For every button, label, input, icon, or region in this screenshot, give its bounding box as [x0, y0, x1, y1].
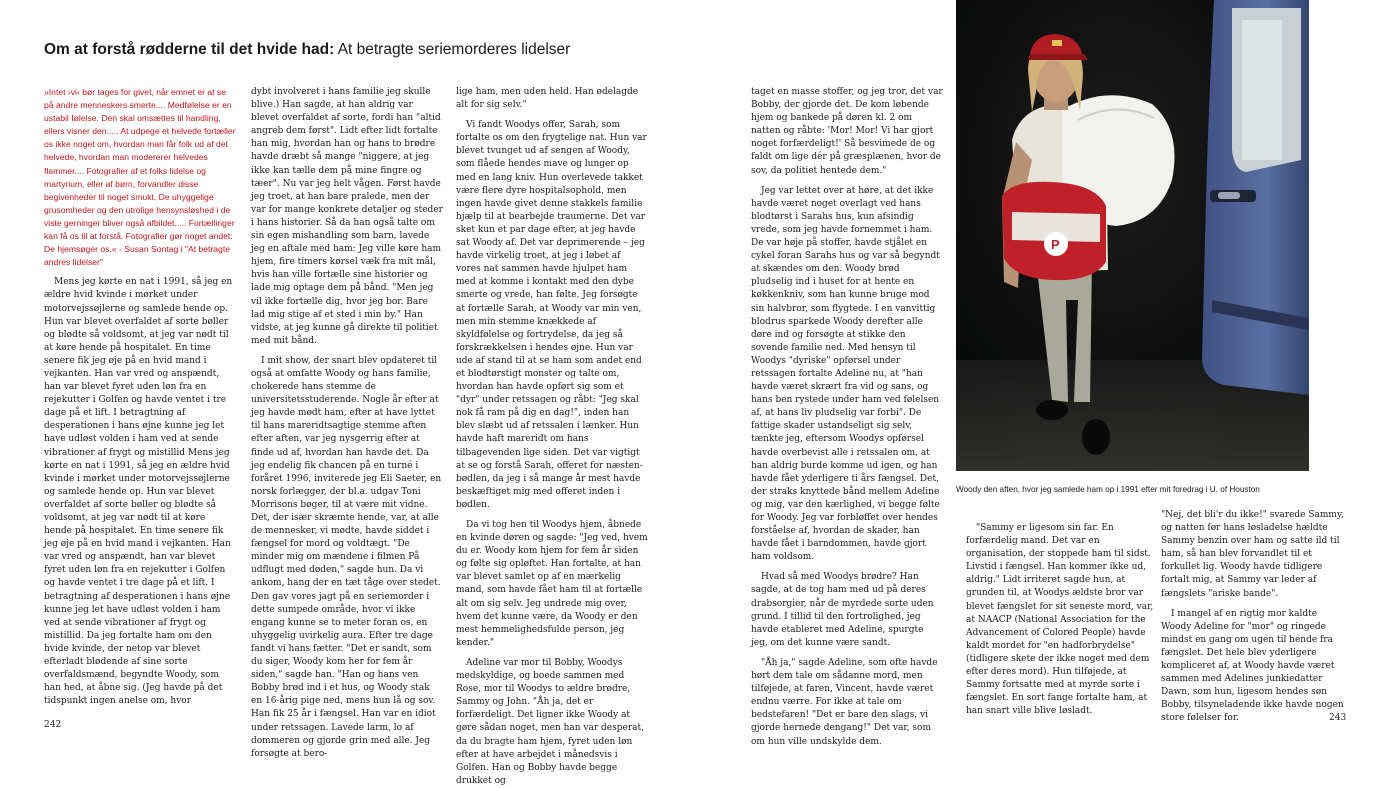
body-paragraph: dybt involveret i hans familie jeg skulle blive.) Han sagde, at han aldrig var blevet overfaldet af sorte, fordi han "altid angreb dem først". Lidt efter lidt fortalte han mig, hvordan han og hans to brødre havde dræbt så mange "niggere, at jeg ikke kan tælle dem på mine fingre og tæer". Nu var jeg helt vågen. Først havde jeg troet, at han bare pralede, men der var for mange konkrete detaljer og steder i hans historier. Så da han også talte om sin egen mishandling som barn, lavede jeg en aftale med ham: Jeg ville køre ham hjem, fire timers kørsel væk fra mit mål, hvis han ville fortælle sine historier og lade mig optage dem på bånd. "Men jeg vil ikke fortælle dig, hvor jeg bor. Bare lad mig stige af et sted i min by." Han vidste, at jeg kunne gå direkte til politiet med mit bånd. — [251, 87, 443, 346]
body-paragraph: I mangel af en rigtig mor kaldte Woody Adeline for "mor" og ringede mindst en gang om ugen til hende fra fængslet. Det hele blev yderligere kompliceret af, at Woody havde været sammen med Adelines junkiedatter Dawn, som hun, ligesom hendes søn Bobby, tilsyneladende ikke havde nogen store følelser for. — [1161, 608, 1344, 724]
body-paragraph: Mens jeg kørte en nat i 1991, så jeg en ældre hvid kvinde i mørket under motorvejssøjlerne og samlede hende op. Hun var blevet overfaldet af sorte bøller og blødte så voldsomt, at jeg var nødt til at køre hende på hospitalet. En time senere fik jeg øje på en hvid mand i vejkanten. Han var vred og anspændt, han var blevet fyret uden løn fra en rejekutter i Golfen og havde ventet i tre dage på et lift. I betragtning af desperationen i hans øjne kunne jeg let have udløst volden i ham ved at sende vibrationer af frygt og mistillid Mens jeg kørte en nat i 1991, så jeg en ældre hvid kvinde i mørket under motorvejssøjlerne og samlede hende op. Hun var blevet overfaldet af sorte bøller og blødte så voldsomt, at jeg var nødt til at køre hende på hospitalet. En time senere fik jeg øje på en hvid mand i vejkanten. Han var vred og anspændt, han var blevet fyret uden løn fra en rejekutter i Golfen og havde ventet i tre dage på et lift. I betragtning af desperationen i hans øjne kunne jeg let have udløst volden i ham ved at sende vibrationer af frygt og mistillid. Da jeg fortalte ham om den hvide kvinde, der netop var blevet efterladt blødende af sine sorte overfaldsmænd, begyndte Woody, som han hed, at åbne sig. (Jeg havde på det tidspunkt ingen anelse om, hvor — [44, 277, 233, 707]
body-paragraph: I mit show, der snart blev opdateret til også at omfatte Woody og hans familie, chokerede hans stemme de universitetsstuderende. Nogle år efter at jeg havde mødt ham, efter at have lyttet til hans mareridtsagtige stemme aften efter aften, var jeg nysgerrig efter at finde ud af, hvordan han havde det. Da jeg endelig fik chancen på en turné i foråret 1996, inviterede jeg Eli Saeter, en norsk forlægger, der bl.a. udgav Toni Morrisons bøger, til at være mit vidne. Det, der især skræmte hende, var, at alle de mennesker, vi mødte, havde siddet i fængsel for mord og voldtægt. "De minder mig om mændene i filmen På udflugt med døden," sagde hun. Da vi ankom, hang der en tæt tåge over stedet. Den gav vores jagt på en seriemorder i dette sumpede område, hvor vi ikke engang kunne se to meter foran os, en uhyggelig uvirkelig aura. Efter tre dage fandt vi hans fætter. "Det er sandt, som du siger, Woody kom her for fem år siden," sagde han. "Han og hans ven Bobby brød ind i et hus, og Woody stak en 16-årig pige ned, mens hun lå og sov. Han fik 25 år i fængsel. Han var en idiot under retssagen. Lavede larm, lo af dommeren og gjorde grin med alle. Jeg forsøgte at bero- — [251, 355, 442, 759]
left-page — [0, 0, 694, 786]
left-column-1 — [44, 86, 236, 706]
body-paragraph: Vi fandt Woodys offer, Sarah, som fortalte os om den frygtelige nat. Hun var blevet tvunget ud af sengen af Woody, som flåede hendes mave og lunger op med en lang kniv. Hun overlevede takket være flere dyre hospitalsophold, men ingen havde givet denne stakkels familie hjælp til at bearbejde traumerne. Det var sket kun et par dage efter, at jeg havde sat Woody af. Det var deprimerende – jeg havde virkelig troet, at jeg i løbet af vores nat sammen havde hjulpet ham med at komme i kontakt med den dybe smerte og vrede, han følte. Jeg forsøgte at fortælle Sarah, at Woody var min ven, men min stemme knækkede af skyldfølelse og fortrydelse, da jeg så forskrækkelsen i hendes øjne. Hun var ude af stand til at se ham som andet end et blodtørstigt monster og talte om, hvordan han havde opført sig som et "dyr" under retssagen og råbt: "Jeg skal nok få ram på dig en dag!", inden han blev slæbt ud af retssalen i lænker. Hun havde haft mareridt om hans tilbagevenden lige siden. Det var vigtigt at se og forstå Sarah, offeret for næsten-bødlen, da jeg i så mange år mest havde beskæftiget mig med offeret inden i bødlen. — [456, 120, 647, 510]
right-page — [694, 0, 1389, 777]
headline-subtitle: At betragte seriemorderes lidelser — [337, 41, 571, 58]
photo-caption: Woody den aften, hvor jeg samlede ham op i 1991 efter mit foredrag i U. of Houston — [956, 485, 1260, 494]
right-column-2 — [966, 522, 1162, 717]
body-paragraph: Hvad så med Woodys brødre? Han sagde, at de tog ham med ud på deres drabsorgier, når de myrdede sorte uden grund. I tillid til den fortrolighed, jeg havde etableret med Adeline, spurgte jeg, om det kunne være sandt. — [751, 572, 934, 648]
right-column-1 — [751, 86, 943, 747]
body-paragraph: "Åh ja," sagde Adeline, som ofte havde hørt dem tale om sådanne mord, men tilføjede, at faren, Vincent, havde været endnu værre. For ikke at tale om bedstefaren! "Det er bare den slags, vi gjorde hernede dengang!" Det var, som om hun ville undskylde dem. — [751, 657, 938, 747]
body-paragraph: "Sammy er ligesom sin far. En forfærdelig mand. Det var en organisation, der stoppede ham til sidst. Livstid i fængsel. Han kommer ikke ud, aldrig." Lidt irriteret sagde hun, at grunden til, at Woodys ældste bror var blevet fængslet for sit seneste mord, var, at NAACP (National Association for the Advancement of Colored People) havde kaldt mordet for "en hadforbrydelse" (tidligere skete der ikke noget med dem efter deres mord). Hun tilføjede, at Sammy fortsatte med at myrde sorte i fængslet. En sort fange fortalte ham, at han snart ville blive løsladt. — [966, 523, 1154, 717]
chapter-headline — [44, 40, 684, 60]
woody-photograph — [956, 0, 1309, 471]
left-column-2 — [251, 86, 443, 759]
epigraph-quote: »Intet ›vi‹ bør tages for givet, når emnet er at se på andre menneskers smerte.... Medfølelse er en ustabil følelse. Den skal omsættes til handling, ellers visner den..... At udpege et helvede fortæller os ikke noget om, hvordan man får folk ud af det helvede, hvordan man modererer helvedes flammer.... Fotografier af et folks lidelse og martyrium, eller af børn, forvandler disse begivenheder til noget smukt. De uhyggelige grusomheder og den utrolige hensynsløshed i de viste gerninger bliver også afbildet..... Fortællinger kan få os til at forstå. Fotografier gør noget andet: De hjemsøger os.« - Susan Sontag i "At betragte andres lidelser" — [44, 87, 236, 268]
body-paragraph: Adeline var mor til Bobby, Woodys medskyldige, og boede sammen med Rose, mor til Woodys to ældre brødre, Sammy og John. "Åh ja, det er forfærdeligt. Det ligner ikke Woody at gøre sådan noget, men han var desperat, da du bragte ham hjem, fyret uden løn efter at have arbejdet i månedsvis i Golfen. Han og Bobby havde begge drukket og — [456, 657, 644, 786]
left-column-3 — [456, 86, 648, 786]
body-paragraph: "Nej, det bli'r du ikke!" svarede Sammy, og natten før hans løsladelse hældte Sammy benzin over ham og satte ild til ham, så han blev forvandlet til et forkullet lig. Woody havde tidligere fortalt mig, at Sammy var leder af fængslets "ariske bande". — [1161, 510, 1344, 599]
body-paragraph: taget en masse stoffer, og jeg tror, det var Bobby, der gjorde det. De kom løbende hjem og bankede på døren kl. 2 om natten og råbte: 'Mor! Mor! Vi har gjort noget forfærdeligt!' Så besvimede de og faldt om lige dér på græsplænen, hvor de sov, da politiet hentede dem." — [751, 87, 943, 176]
page-number-right: 243 — [1329, 713, 1347, 723]
page-number-left: 242 — [44, 720, 62, 730]
bag-logo-text: P — [1051, 237, 1060, 252]
body-paragraph: lige ham, men uden held. Han ødelagde alt for sig selv." — [456, 87, 639, 111]
headline-bold: Om at forstå rødderne til det hvide had: — [44, 41, 335, 58]
body-paragraph: Jeg var lettet over at høre, at det ikke havde været noget overlagt ved hans blodtørst i Sarahs hus, kun afsindig vrede, som jeg havde fornemmet i ham. De var høje på stoffer, havde stjålet en cykel foran Sarahs hus og var så begyndt at skændes om den. Woody brød pludselig ind i huset for at hente en køkkenkniv, som han kunne bruge mod sin halvbror, som flygtede. I en vanvittig blodrus sparkede Woody derefter alle døre ind og forsøgte at stikke den sovende familie ned. Med hensyn til Woodys "dyriske" opførsel under retssagen fortalte Adeline nu, at "han havde været skrært fra vid og sans, og hans ben rystede under ham ved følelsen af, at hans liv pludselig var forbi". De fattige skader ustandseligt sig selv, tænkte jeg, eftersom Woodys opførsel havde overbevist alle i retssalen om, at han aldrig burde komme ud igen, og han havde fået yderligere ti års fængsel. Det, der straks knyttede bånd mellem Adeline og mig, var den kærlighed, vi begge følte for Woody. Jeg var forbløffet over hendes forståelse af, hvordan de skader, han havde fået i barndommen, havde gjort ham voldsom. — [751, 185, 940, 563]
body-paragraph: Da vi tog hen til Woodys hjem, åbnede en kvinde døren og sagde: "Jeg ved, hvem du er. Woody kom hjem for fem år siden og følte sig opløftet. Han fortalte, at han var blevet samlet op af en mærkelig mand, som havde fået ham til at fortælle alt om sig selv. Jeg undrede mig over, hvem det kunne være, da Woody er den mest hemmelighedsfulde person, jeg kender." — [456, 520, 648, 648]
photo-illustration — [956, 0, 1309, 471]
